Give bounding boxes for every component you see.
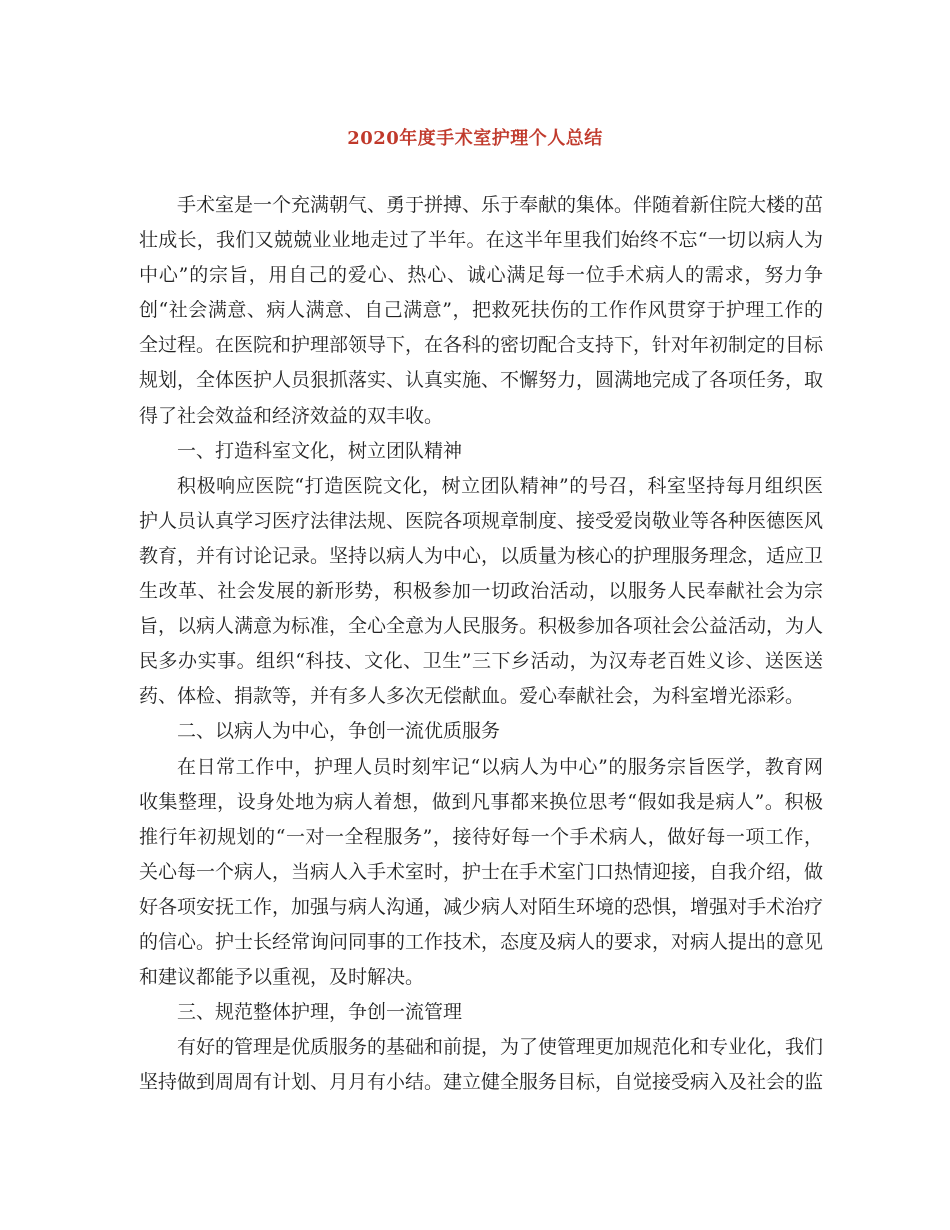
section-heading-2: 二、以病人为中心，争创一流优质服务 [177, 720, 501, 743]
section-paragraph-3: 有好的管理是优质服务的基础和前提，为了使管理更加规范化和专业化，我们坚持做到周周有计划、月月有小结。建立健全服务目标，自觉接受病入及社会的监 [139, 1036, 824, 1094]
section-heading-1: 一、打造科室文化，树立团队精神 [177, 439, 463, 462]
section-heading-3: 三、规范整体护理，争创一流管理 [177, 1001, 463, 1024]
section-paragraph-2: 在日常工作中，护理人员时刻牢记“以病人为中心”的服务宗旨医学，教育网收集整理，设身处地为病人着想，做到凡事都来换位思考“假如我是病人”。积极推行年初规划的“一对一全程服务”，接待好每一个手术病人，做好每一项工作，关心每一个病人，当病人入手术室时，护士在手术室门口热情迎接，自我介绍，做好各项安抚工作，加强与病人沟通，减少病人对陌生环境的恐惧，增强对手术治疗的信心。护士长经常询问同事的工作技术，态度及病人的要求，对病人提出的意见和建议都能予以重视，及时解决。 [139, 755, 824, 989]
document-body [139, 188, 823, 1100]
intro-paragraph: 手术室是一个充满朝气、勇于拼搏、乐于奉献的集体。伴随着新住院大楼的茁壮成长，我们又兢兢业业地走过了半年。在这半年里我们始终不忘“一切以病人为中心”的宗旨，用自己的爱心、热心、诚心满足每一位手术病人的需求，努力争创“社会满意、病人满意、自己满意”，把救死扶伤的工作作风贯穿于护理工作的全过程。在医院和护理部领导下，在各科的密切配合支持下，针对年初制定的目标规划，全体医护人员狠抓落实、认真实施、不懈努力，圆满地完成了各项任务，取得了社会效益和经济效益的双丰收。 [139, 194, 824, 427]
page-title: 2020年度手术室护理个人总结 [347, 128, 603, 149]
section-paragraph-1: 积极响应医院“打造医院文化，树立团队精神”的号召，科室坚持每月组织医护人员认真学习医疗法律法规、医院各项规章制度、接受爱岗敬业等各种医德医风教育，并有讨论记录。坚持以病人为中心，以质量为核心的护理服务理念，适应卫生改革、社会发展的新形势，积极参加一切政治活动，以服务人民奉献社会为宗旨，以病人满意为标准，全心全意为人民服务。积极参加各项社会公益活动，为人民多办实事。组织“科技、文化、卫生”三下乡活动，为汉寿老百姓义诊、送医送药、体检、捐款等，并有多人多次无偿献血。爱心奉献社会，为科室增光添彩。 [139, 474, 824, 708]
